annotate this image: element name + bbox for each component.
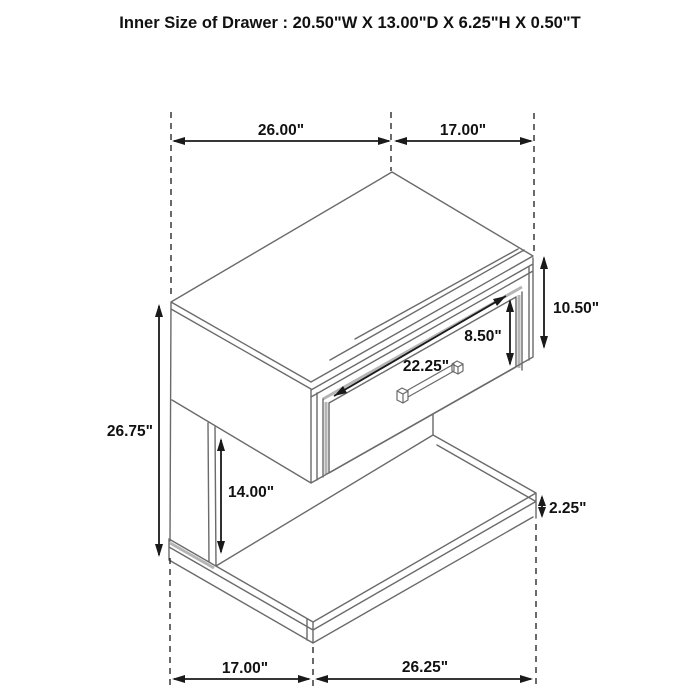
dim-label-top-width: 26.00" xyxy=(257,122,305,139)
dimension-arrowheads xyxy=(155,137,548,683)
dim-label-top-depth: 17.00" xyxy=(439,122,487,139)
dimension-labels xyxy=(107,122,599,677)
dim-label-overall-height: 26.75" xyxy=(106,423,153,440)
dim-label-shelf-clearance: 14.00" xyxy=(228,484,275,501)
dim-label-drawer-width: 22.25" xyxy=(402,358,450,375)
dim-label-drawer-height: 8.50" xyxy=(464,328,502,345)
furniture-outline-path xyxy=(169,172,536,643)
dimension-lines xyxy=(159,141,544,679)
dim-label-base-thickness: 2.25" xyxy=(549,500,587,517)
dim-label-cabinet-height: 10.50" xyxy=(553,300,600,317)
dim-label-base-width: 26.25" xyxy=(401,659,449,676)
diagram-title: Inner Size of Drawer : 20.50"W X 13.00"D X 6.25"H X 0.50"T xyxy=(119,14,581,32)
dim-label-base-depth: 17.00" xyxy=(221,660,269,677)
nightstand-drawing xyxy=(169,172,536,643)
extension-lines xyxy=(170,112,536,686)
